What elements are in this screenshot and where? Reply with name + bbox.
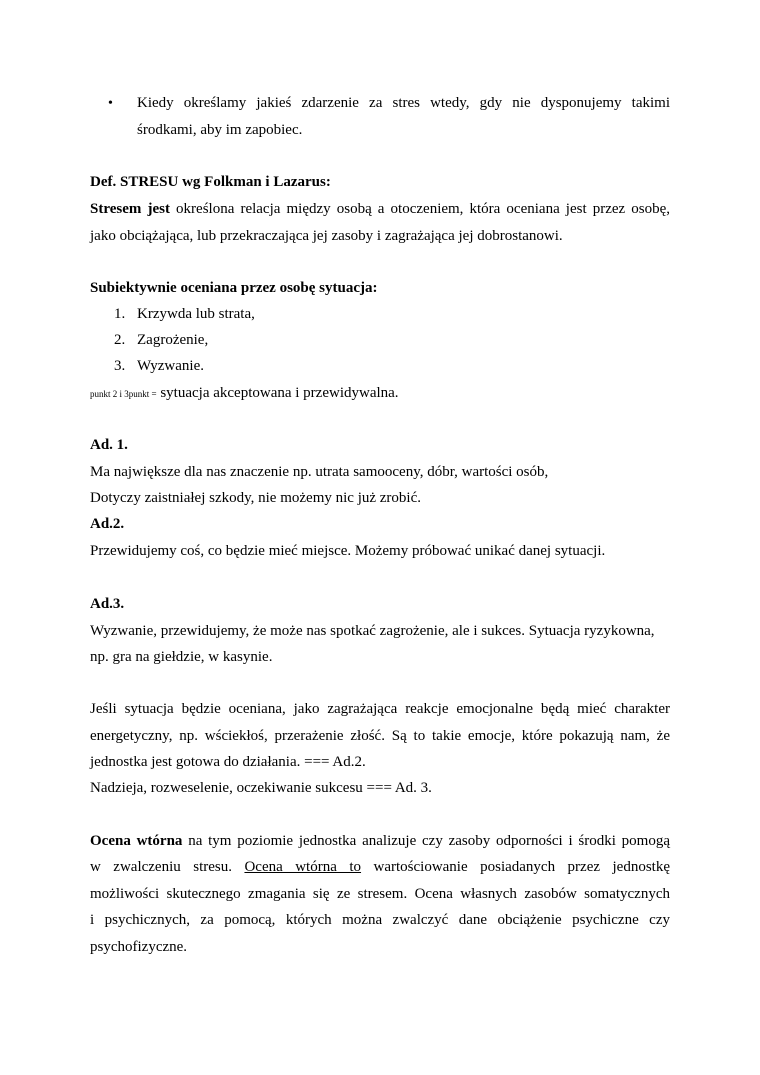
secondary-line-2 [90,858,670,876]
list-item-number: 3. [114,358,126,374]
definition-lead: Stresem jest [90,201,170,217]
secondary-line-1 [90,832,670,850]
bullet-line-1: Kiedy określamy jakieś zdarzenie za stres wtedy, gdy nie dysponujemy takimi [137,95,670,111]
list-item-number: 2. [114,332,126,348]
ad3-line-1: Wyzwanie, przewidujemy, że może nas spotkać zagrożenie, ale i sukces. Sytuacja ryzykowna, [90,623,655,639]
threat-line-4: Nadzieja, rozweselenie, oczekiwanie sukcesu === Ad. 3. [90,780,432,796]
list-item-text: Krzywda lub strata, [137,306,255,322]
subjective-note [90,384,399,403]
threat-line-1: Jeśli sytuacja będzie oceniana, jako zagrażająca reakcje emocjonalne będą mieć charakter [90,701,670,717]
definition-line-1 [90,200,670,218]
list-item [114,357,204,375]
ad3-line-2: np. gra na giełdzie, w kasynie. [90,649,273,665]
list-item [114,305,255,323]
list-item-text: Zagrożenie, [137,332,209,348]
secondary-underlined-term: Ocena wtórna to [244,859,362,875]
secondary-line-2-text: wartościowanie posiadanych przez jednostkę [361,859,670,875]
subjective-note-small: punkt 2 i 3punkt = [90,389,157,399]
subjective-note-text: sytuacja akceptowana i przewidywalna. [156,385,399,401]
secondary-lead: Ocena wtórna [90,833,183,849]
definition-heading: Def. STRESU wg Folkman i Lazarus: [90,174,331,190]
ad3-heading: Ad.3. [90,596,125,612]
secondary-line-2-pre: w zwalczeniu stresu. [90,859,245,875]
list-item [114,331,209,349]
ad2-line-1: Przewidujemy coś, co będzie mieć miejsce. Możemy próbować unikać danej sytuacji. [90,543,606,559]
definition-line-1-text: określona relacja między osobą a otoczeniem, która oceniana jest przez osobę, [176,201,671,217]
bullet-line-2: środkami, aby im zapobiec. [137,122,303,138]
ad1-line-2: Dotyczy zaistniałej szkody, nie możemy nic już zrobić. [90,490,421,506]
subjective-heading: Subiektywnie oceniana przez osobę sytuacja: [90,280,378,296]
threat-line-2: energetyczny, np. wściekłoś, przerażenie złość. Są to takie emocje, które pokazują nam, że [90,728,670,744]
secondary-line-3: możliwości skutecznego zmagania się ze stresem. Ocena własnych zasobów somatycznych [90,886,670,902]
ad1-heading: Ad. 1. [90,437,128,453]
list-item-number: 1. [114,306,126,322]
secondary-line-5: psychofizyczne. [90,939,188,955]
secondary-line-1-text: na tym poziomie jednostka analizuje czy zasoby odporności i środki pomogą [182,833,670,849]
secondary-line-4: i psychicznych, za pomocą, których można zwalczyć dane obciążenie psychiczne czy [90,912,670,928]
ad1-line-1: Ma największe dla nas znaczenie np. utrata samooceny, dóbr, wartości osób, [90,464,549,480]
list-item-text: Wyzwanie. [137,358,204,374]
threat-line-3: jednostka jest gotowa do działania. === Ad.2. [90,754,366,770]
bullet-icon: • [108,96,113,111]
definition-line-2: jako obciążająca, lub przekraczająca jej zasoby i zagrażająca jej dobrostanowi. [90,228,563,244]
ad2-heading: Ad.2. [90,516,125,532]
